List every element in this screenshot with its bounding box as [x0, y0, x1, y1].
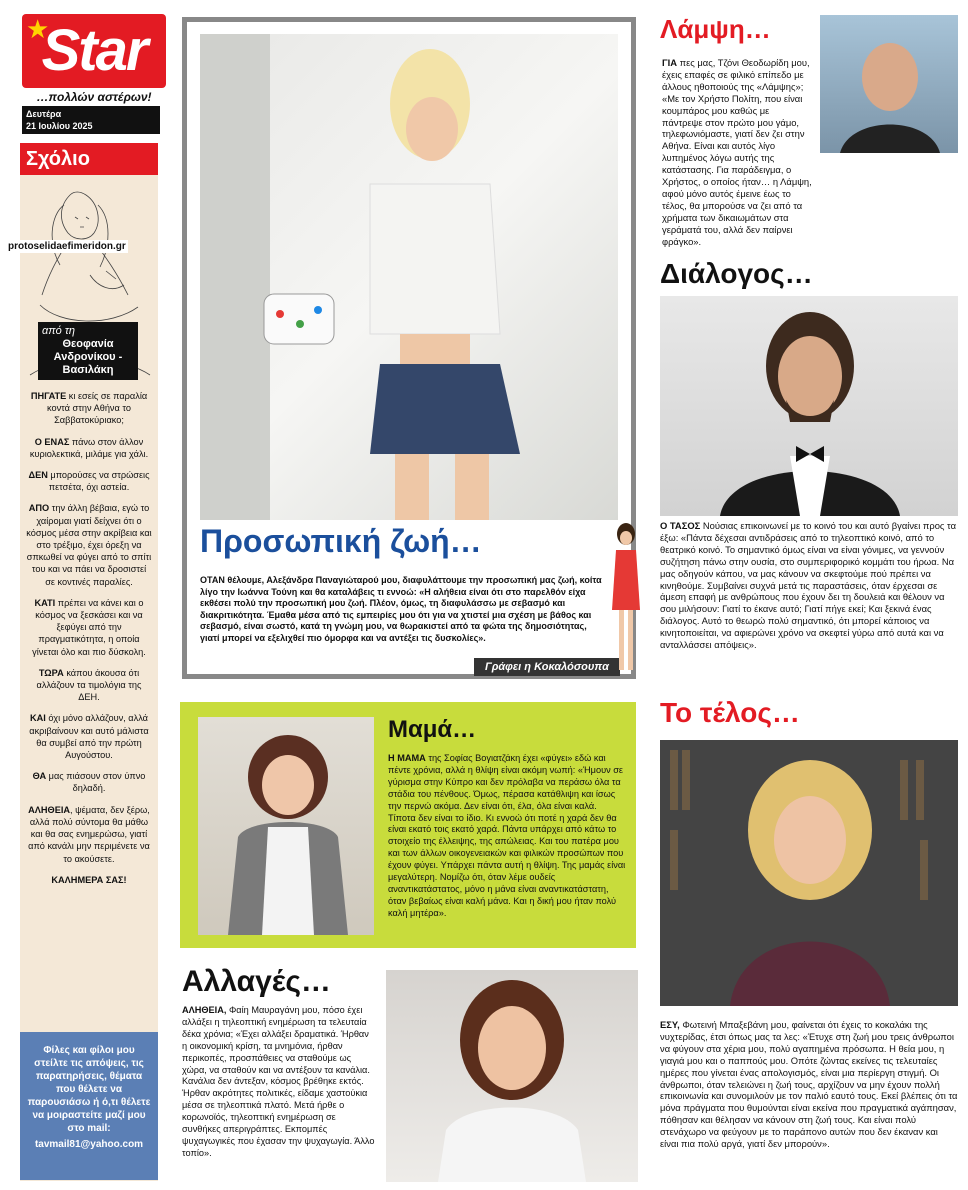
- comment-paragraph: Ο ΕΝΑΣ πάνω στον άλλον κυριολεκτικά, μιλάμε για χάλι.: [29, 436, 149, 459]
- date-value: 21 Ιουλίου 2025: [26, 121, 93, 131]
- date-day: Δευτέρα: [26, 109, 62, 119]
- star-icon: ★: [26, 14, 50, 44]
- issue-date: [22, 106, 160, 134]
- watermark-text: protoselidaefimeridon.gr: [8, 241, 126, 252]
- comment-paragraph: ΘΑ μας πιάσουν στον ύπνο δηλαδή.: [32, 771, 146, 794]
- comment-paragraph: ΚΑΙ όχι μόνο αλλάζουν, αλλά ακριβαίνουν και αυτό μάλιστα θα συμβεί από την πρώτη Αυγούστου.: [29, 713, 149, 761]
- mail-text: Φίλες και φίλοι μου στείλτε τις απόψεις, τις παρατηρήσεις, θέματα που θέλετε να παρουσιάσω ή ό,τι θέλετε να μοιραστείτε μαζί μου στο mail:: [27, 1045, 151, 1134]
- feature-title: Προσωπική ζωή…: [200, 523, 482, 559]
- comment-paragraph: ΤΩΡΑ κάπου άκουσα ότι αλλάζουν τα τιμολόγια της ΔΕΗ.: [36, 667, 142, 703]
- mail-address[interactable]: tavmail81@yahoo.com: [34, 1139, 144, 1150]
- comment-paragraph: ΑΛΗΘΕΙΑ, ψέματα, δεν ξέρω, αλλά πολύ σύντομα θα μάθω και θα σας ενημερώσω, γιατί από κανάλι μην περιμένετε να το ακούσετε.: [28, 804, 150, 864]
- telos-photo: [660, 740, 958, 1006]
- comment-paragraph: ΔΕΝ μπορούσες να στρώσεις πετσέτα, όχι αστεία.: [28, 470, 150, 493]
- comment-paragraph: ΚΑΛΗΜΕΡΑ ΣΑΣ!: [51, 874, 127, 885]
- telos-text: ΕΣΥ, Φωτεινή Μπαξεβάνη μου, φαίνεται ότι έχεις το κοκαλάκι της νυχτερίδας, έτσι όπως μας τα λες: «Έτυχε στη ζωή μου τρεις άνθρωποι να φύγουν στα χέρια μου, πολύ αγαπημένα πρόσωπα. Η θεία μου, η γιαγιά μου και ο παππούς μου. Οπότε ζώντας εκείνες τις τελευταίες ημέρες που γίνεται ένας απολογισμός, είναι μια περίεργη στιγμή. Οι άνθρωποι, όταν τελειώνει η ζωή τους, αρχίζουν να μην έχουν πολλή επικοινωνία και συνομιλούν με τον παλιό εαυτό τους. Εκεί βλέπεις ότι τα μόνα πράγματα που θυμούνται είναι εκείνα που πραγματικά αγάπησαν, πόθησαν και θέλησαν να κάνουν στη ζωή τους. Και είναι πολύ στενάχωρο να φεύγουν με το παράπονο αυτών που δεν έκαναν και είναι πια πολύ αργά, γιατί δεν μπορούν».: [660, 1019, 958, 1150]
- star-logo: Star: [22, 14, 166, 88]
- feature-photo: [200, 34, 618, 520]
- dialogos-photo: [660, 296, 958, 516]
- mail-box: [20, 1032, 158, 1180]
- lampsi-title: Λάμψη…: [660, 14, 771, 44]
- feature-text: ΟΤΑΝ θέλουμε, Αλεξάνδρα Παναγιώταρού μου, διαφυλάττουμε την προσωπική μας ζωή, κοίτα λίγο την Ιωάννα Τούνη και θα καταλάβεις τι εννοώ: «Η αλήθεια είναι ότι στο παρελθόν είχα εκθέσει πολύ την προσωπική μου ζωή. Πλέον, όμως, τη διαφυλάσσω με σεβασμό και διακριτικότητα. Έμαθα μέσα από τις εμπειρίες μου ότι για να χτιστεί μια σχέση με βάθος και σεβασμό, είναι σωστό, κατά τη γνώμη μου, να θωρακιστεί από τα φώτα της δημοσιότητας, γιατί μπορεί να εξελιχθεί πιο όμορφα και να αντέξει τις δυσκολίες».: [200, 575, 602, 643]
- telos-title: Το τέλος…: [660, 697, 800, 728]
- mama-text: Η ΜΑΜΑ της Σοφίας Βογιατζάκη έχει «φύγει» εδώ και πέντε χρόνια, αλλά η θλίψη είναι ακόμη νωπή: «Ήμουν σε γύρισμα στην Κύπρο και δεν πρόλαβα να περάσω όλα τα στάδια του πένθους. Όμως, πέρασα κατάθλιψη και ίσως την περνώ ακόμα. Δεν είναι ότι, έλα, όλα είναι καλά. Τίποτα δεν είναι το ίδιο. Κι εννοώ ότι ποτέ η χαρά δεν θα είναι εκατό τοις εκατό χαρά. Πάντα υπάρχει από κάτω το στοιχείο της έλλειψης, της απώλειας. Και του πατέρα μου και των άλλων οικογενειακών και φιλικών προσώπων που έχουν φύγει. Υπάρχει πάντα αυτή η θλίψη. Της μαμάς είναι μεγαλύτερη. Νομίζω ότι, όταν λέμε ουδείς αναντικατάστατος, μόνο η μάνα είναι αναντικατάστατη, όταν βεβαίως είναι καλή μάνα. Και η δική μου ήταν πολύ καλή μητέρα».: [388, 753, 626, 918]
- author-name: Θεοφανία Ανδρονίκου - Βασιλάκη: [53, 338, 123, 376]
- tagline: …πολλών αστέρων!: [36, 90, 152, 104]
- allages-title: Αλλαγές…: [182, 965, 331, 998]
- lampsi-text: ΓΙΑ πες μας, Τζόνι Θεοδωρίδη μου, έχεις επαφές σε φιλικό επίπεδο με άλλους ηθοποιούς της «Λάμψης»; «Με τον Χρήστο Πολίτη, που είναι κουμπάρος μου καθώς με πάντρεψε στον πρώτο μου γάμο, τηλεφωνιόμαστε, γιατί δεν ζει στην Αθήνα. Είναι και αυτός λίγο λυπημένος λόγω αυτής της κατάστασης. Για παράδειγμα, ο Χρήστος, ο οποίος ήταν… η Λάμψη, αφού μόνο αυτός έμεινε έως το τέλος, θα μπορούσε να ζει από τα χρήματα των δικαιωμάτων στα γεράματά του, αλλά δεν παίρνει φράγκο».: [662, 57, 812, 247]
- lampsi-photo: [820, 15, 958, 153]
- allages-photo: [386, 970, 638, 1182]
- comment-paragraph: ΚΑΤΙ πρέπει να κάνει και ο κόσμος να ξεσκάσει και να ξεφύγει από την πραγματικότητα, η οποία γίνεται όλο και πιο δύσκολη.: [32, 597, 146, 657]
- mama-photo: [198, 717, 374, 935]
- dialogos-title: Διάλογος…: [660, 258, 813, 289]
- comment-header: Σχόλιο: [20, 143, 158, 175]
- author-by: από τη: [42, 325, 76, 337]
- columnist-illustration: [606, 520, 646, 680]
- woman-photo-illustration: [200, 34, 618, 520]
- dialogos-text: Ο ΤΑΣΟΣ Νούσιας επικοινωνεί με το κοινό του και αυτό βγαίνει προς τα έξω: «Πάντα δέχεσαι αντιδράσεις από το τηλεοπτικό κοινό, από το θεατρικό κοινό. Το σημαντικό όμως είναι να είναι γόνιμες, να γεννούν συζήτηση πάνω στην ουσία, στο συμπεριφορικό κομμάτι του ήρωα. Να μας οδηγούν κάπου, να μας κάνουν να σκεφτούμε πού πρέπει να κινηθούμε. Συμβαίνει συχνά μετά τις παραστάσεις, όταν έρχεσαι σε άμεση επαφή με ανθρώπους που έχουν δει τη δουλειά και θέλουν να σου μιλήσουν: Γιατί το έκανε αυτό; Γιατί πήγε εκεί; Και ξεκινά ένας διάλογος. Αυτό το θεωρώ πολύ σημαντικό, ότι μπορεί κάποιος να κινητοποιείται, να αφιερώνει χρόνο να σκεφτεί γύρω από αυτά και να ανταλλάσσει απόψεις».: [660, 520, 957, 651]
- mama-title: Μαμά…: [388, 716, 477, 743]
- comment-paragraph: ΑΠΟ την άλλη βέβαια, εγώ το χαίρομαι γιατί δείχνει ότι ο κόσμος μέσα στην ακρίβεια και στο τρέξιμο, έχει όρεξη να σπκωθεί να φύγει από το σπίτι του και να πάει να δροσιστεί σε κοντινές παραλίες.: [26, 503, 152, 587]
- byline: Γράφει η Κοκαλόσουπα: [474, 658, 620, 676]
- allages-text: ΑΛΗΘΕΙΑ, Φαίη Μαυραγάνη μου, πόσο έχει αλλάξει η τηλεοπτική ενημέρωση τα τελευταία δέκα χρόνια; «Έχει αλλάξει δραματικά. Ήρθαν η οικονομική κρίση, τα μνημόνια, ήρθαν περικοπές, προσπάθειες να σταθούμε ως χώρα, να σταθούν και να αντέξουν τα κανάλια. Κανάλια δεν άντεξαν, κόσμος βρέθηκε εκτός. Ήρθαν ακρότητες πολιτικές, είδαμε χαστούκια μέσα σε τηλεοπτικά πλατό. Μετά ήρθε ο κορωνοϊός, τηλεοπτική ενημέρωση σε συνθήκες απεριγράπτες. Εκπομπές ψυχαγωγικές που έχασαν την ψυχαγωγία. Άλλο τοπίο».: [182, 1005, 375, 1158]
- author-box: [38, 322, 138, 380]
- comment-paragraph: ΠΗΓΑΤΕ κι εσείς σε παραλία κοντά στην Αθήνα το Σαββατοκύριακο;: [30, 391, 148, 426]
- comment-text: [26, 390, 152, 895]
